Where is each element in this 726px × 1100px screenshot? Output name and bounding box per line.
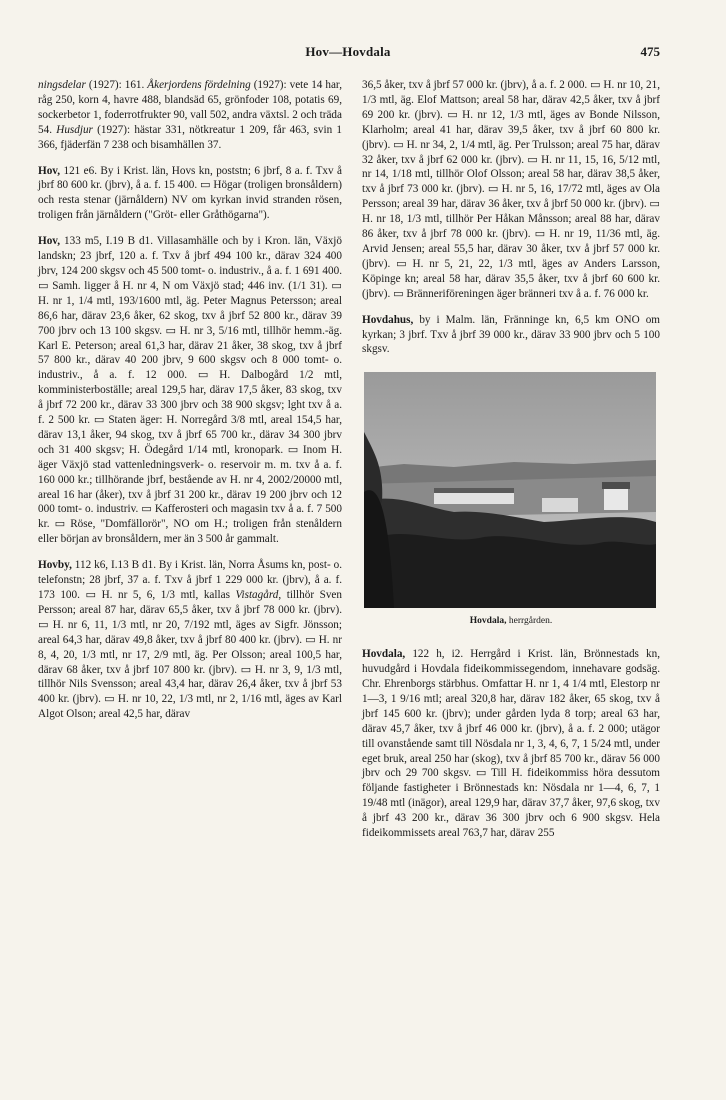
entry-text: 112 k6, I.13 B d1. By i Krist. län, Norra Åsums kn, post- o. telefonstn; 28 jbrf, 37 a. f. Txv å jbrf 1 229 000 kr. (jbrv), å a. f. 173 100. ▭ H. nr 5, 6, 1/3 mtl, kallas	[38, 559, 342, 601]
italic-term: Vistagård	[235, 589, 279, 601]
caption-bold: Hovdala,	[469, 616, 507, 627]
entry-text: 122 h, i2. Herrgård i Krist. län, Brönnestads kn, huvudgård i Hovdala fideikommissegendom, innehavare godsäg. Chr. Ehrenborgs stärbhus. Omfattar H. nr 1, 4 1/4 mtl, Elestorp nr 1—3, 1 9/16 mtl; areal 320,8 har, därav 182 åker, 65 skog, txv å jbrf 145 600 kr. (jbrv); under gården lyda 8 torp; areal 63 har, därav 45,7 åker, txv å jbrf 46 000 kr. (jbrv), å a. f. 2 000; utägor till ovanstående samt till Nösdala nr 1, 3, 4, 6, 7, 1 5/24 mtl, under eget bruk, areal 250 har (skog), txv å jbrf 85 700 kr., därav 56 000 jbrv och 29 700 skgsv. ▭ Till H. fideikommiss höra dessutom följande fastigheter i Brönnestads kn: Nösdala nr 1—4, 6, 7, 1 19/48 mtl (inägor), areal 129,9 har, därav 37,7 åker, 97,6 skog, txv å jbrf 43 200 kr., därav 36 300 jbrv och 6 900 skgsv. Hela fideikommissets areal 763,7 har, därav 255	[362, 648, 660, 840]
entry-text: , tillhör Sven Persson; areal 87 har, därav 65,5 åker, txv å jbrf 78 000 kr. (jbrv). ▭ H. nr 6, 11, 1/3 mtl, nr 20, 7/192 mtl, äges av Sigfr. Jönsson; areal 64,3 har, därav 49,8 åker, txv å jbrf 80 400 kr. (jbrv). ▭ H. nr 8, 4, 20, 1/3 mtl, nr 17, 2/9 mtl, äg. Per Olsson; areal 100,5 har, därav 68 åker, txv å jbrf 107 800 kr. (jbrv). ▭ H. nr 3, 9, 1/3 mtl, tillhör Nils Svensson; areal 43,4 har, därav 26,4 åker, txv å jbrf 53 400 kr. (jbrv). ▭ H. nr 10, 22, 1/3 mtl, nr 2, 1/16 mtl, äges av Karl Algot Olson; areal 42,5 har, därav	[38, 589, 342, 721]
entry-hov-1	[38, 164, 342, 224]
entry-continuation	[38, 78, 342, 153]
entry-text: by i Malm. län, Fränninge kn, 6,5 km ONO om kyrkan; 3 jbrf. Txv å jbrf 39 000 kr., därav 33 900 jbrv och 5 100 skgsv.	[362, 313, 660, 356]
italic-term: Husdjur	[56, 123, 93, 136]
right-column	[362, 78, 660, 852]
entry-text: (1927): hästar 331, nötkreatur 1 209, får 463, svin 1 366, fjäderfän 7 238 och bisamhällen 37.	[38, 123, 343, 151]
italic-term: ningsdelar	[38, 79, 86, 91]
page-number: 475	[640, 44, 660, 59]
entry-headword: Hov,	[38, 235, 61, 248]
page-header	[36, 44, 660, 64]
entry-headword: Hovdala,	[362, 648, 406, 661]
entry-headword: Hovdahus,	[362, 313, 414, 326]
italic-term: Åkerjordens fördelning	[147, 79, 251, 91]
running-title: Hov—Hovdala	[305, 44, 391, 59]
entry-headword: Hovby,	[38, 559, 72, 572]
photo-caption	[362, 614, 660, 629]
entry-continuation: 36,5 åker, txv å jbrf 57 000 kr. (jbrv), å a. f. 2 000. ▭ H. nr 10, 21, 1/3 mtl, äg. Elof Mattson; areal 58 har, därav 42,5 åker, txv å jbrf 69 200 kr. (jbrv). ▭ H. nr 12, 1/3 mtl, äges av Bonde Nilsson, Klarholm; areal 41 har, därav 39,5 åker, txv å jbrf 60 800 kr. (jbrv). ▭ H. nr 34, 2, 1/4 mtl, äg. Per Trulsson; areal 75 har, därav 32 åker, txv å jbrf 62 000 kr. (jbrv). ▭ H. nr 11, 15, 16, 5/12 mtl, nr 14, 1/18 mtl, tillhör Olof Olsson; areal 58 har, därav 38,5 åker, txv å jbrf 73 000 kr. (jbrv). ▭ H. nr 5, 16, 17/72 mtl, äges av Ola Persson; areal 39 har, därav 36 åker, txv å jbrf 50 000 kr. (jbrv). ▭ H. nr 18, 1/3 mtl, tillhör Per Håkan Månsson; areal 88 har, därav 86 åker, txv å jbrf 78 000 kr. (jbrv). ▭ H. nr 19, 11/36 mtl, äg. Arvid Jensen; areal 55,5 har, därav 30 åker, txv å jbrf 57 000 kr. (jbrv). ▭ H. nr 5, 21, 22, 1/3 mtl, äges av Anders Larsson, Köpinge kn; areal 58 har, därav 35,5 åker, txv å jbrf 60 600 kr. (jbrv). ▭ Bränneriföreningen äger bränneri txv å a. f. 76 000 kr.	[362, 79, 660, 300]
entry-text: (1927): 161.	[85, 79, 148, 91]
entry-hovby	[38, 558, 342, 722]
entry-hov-2	[38, 234, 342, 547]
left-column	[38, 78, 342, 733]
entry-headword: Hov,	[38, 164, 61, 177]
entry-text: 133 m5, I.19 B d1. Villasamhälle och by i Kron. län, Växjö landskn; 23 jbrf, 120 a. f. Txv å jbrf 494 100 kr., därav 324 400 jbrv, 124 200 skgsv och 45 500 tomt- o. industriv., å a. f. 1 691 400. ▭ Samh. ligger å H. nr 4, N om Växjö stad; 446 inv. (1/1 31). ▭ H. nr 1, 1/4 mtl, 193/1600 mtl, äg. Peter Magnus Petersson; areal 86,6 har, därav 23,6 åker, 62 skog, txv å jbrf 52 800 kr., därav 39 700 jbrv och 13 100 skgsv. ▭ H. nr 3, 5/16 mtl, tillhör hemm.-äg. Karl E. Peterson; areal 61,3 har, därav 21 åker, 38 skog, txv å jbrf 57 800 kr., därav 40 200 jbrv, 9 600 skgsv och 8 000 tomt- o. industriv., å a. f. 12 000. ▭ H. Dalbogård 1/2 mtl, komministerboställe; areal 129,5 har, därav 17,5 åker, 83 skog, txv å jbrf 72 200 kr., därav 33 300 jbrv och 38 900 skgsv; lght txv å a. f. 2 500 kr. ▭ Staten äger: H. Norregård 3/8 mtl, areal 154,5 har, därav 13,1 åker, 94 skog, txv å jbrf 65 700 kr., därav 34 300 jbrv och 31 400 skgsv; H. Ödegård 1/14 mtl, kronopark. ▭ Inom H. äger Växjö stad vattenledningsverk- o. reservoir m. m. txv å a. f. 160 000 kr.; tillhörande jbrf, bestående av H. nr 4, 2002/20000 mtl, areal 16 har (åker), txv å jbrf 31 200 kr., därav 19 200 jbrv och 12 000 tomt- o. industriv. ▭ Kafferosteri och magasin txv å a. f. 7 500 kr. ▭ Röse, "Domfällorör", NO om H.; troligen från stenåldern eller början av bronsåldern, mer än 3 500 år gammalt.	[38, 235, 342, 546]
entry-hovdala	[362, 647, 660, 841]
entry-hovdahus	[362, 313, 660, 358]
hovdala-photograph	[364, 372, 656, 608]
caption-text: herrgården.	[506, 616, 553, 627]
entry-text: 121 e6. By i Krist. län, Hovs kn, poststn; 6 jbrf, 8 a. f. Txv å jbrf 80 600 kr. (jbrv), å a. f. 15 400. ▭ Högar (troligen bronsåldern) och resta stenar (järnåldern) NV om kyrkan invid stranden rösen, troligen från järnåldern ("Gröt- eller Gråthögarna").	[38, 164, 342, 222]
entry-text: (1927): vete 14 har, råg 250, korn 4, havre 488, blandsäd 65, grönfoder 108, potatis 69, sockerbetor 1, foderrotfrukter 90, vall 502, andra växtsl. 2 och träda 54.	[38, 79, 343, 136]
